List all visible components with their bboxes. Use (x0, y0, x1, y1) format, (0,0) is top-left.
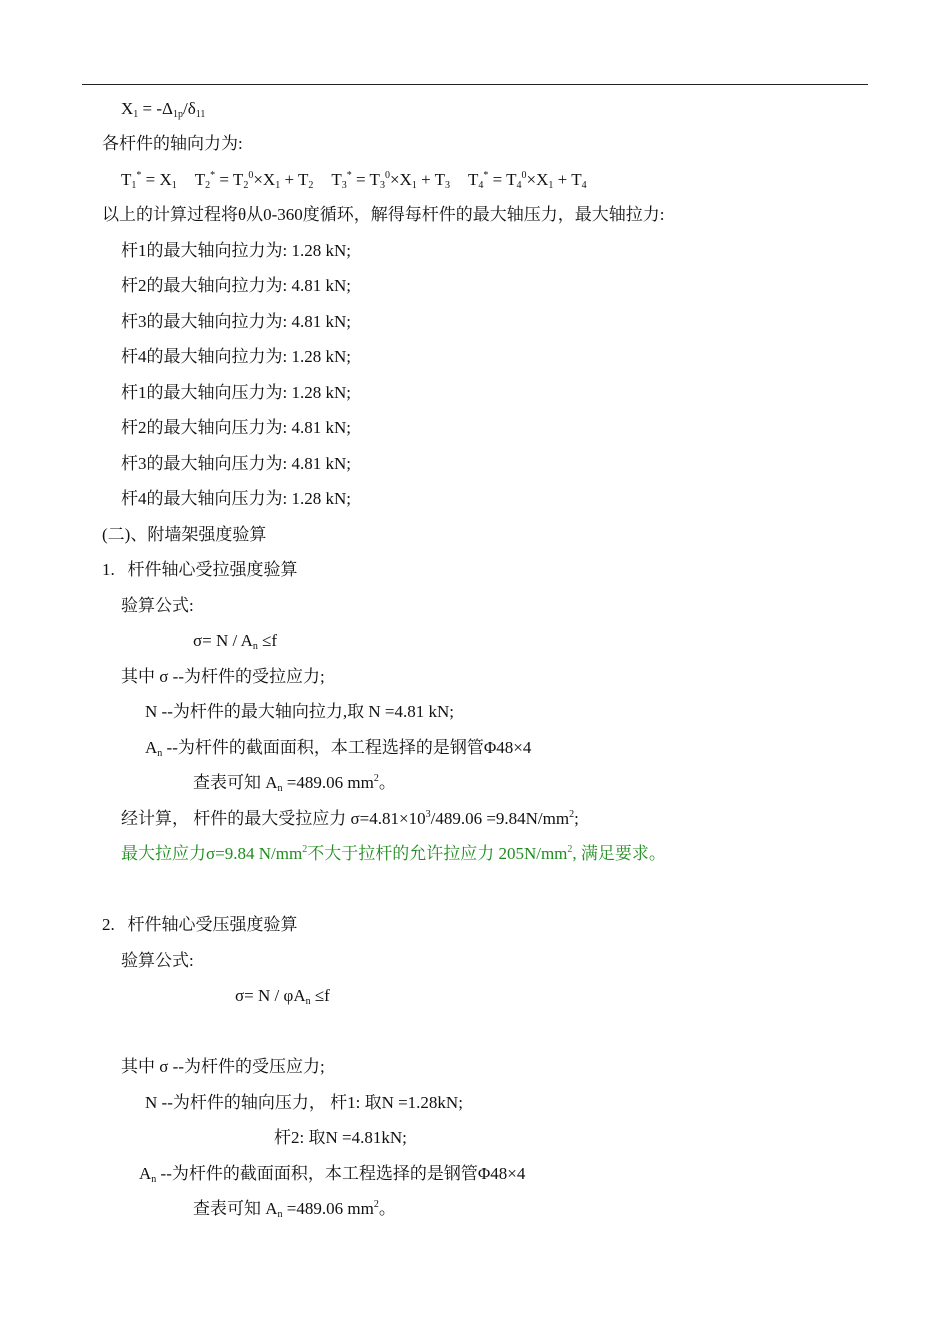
compression-n-desc: N --为杆件的轴向压力， 杆1: 取N =1.28kN; (145, 1093, 463, 1112)
tension-lookup: 查表可知 $A_n =489.06$ $mm^2$。 (193, 773, 396, 794)
x1-lhs: X (121, 99, 134, 118)
tension-where: 其中 σ --为杆件的受拉应力; (121, 667, 325, 686)
compression-where: 其中 σ --为杆件的受压应力; (121, 1057, 325, 1076)
t-formulas (121, 169, 587, 191)
compression-an-desc: $A_n$ --为杆件的截面面积，本工程选择的是钢管Φ48×4 (139, 1164, 526, 1185)
x1-slash: /δ (182, 99, 196, 118)
compression-lookup: 查表可知 $A_n =489.06$ $mm^2$。 (193, 1199, 396, 1220)
result-line: 杆2的最大轴向压力为: 4.81 kN; (121, 418, 351, 437)
compression-n-desc2: 杆2: 取N =4.81kN; (274, 1128, 407, 1147)
result-line: 杆3的最大轴向压力为: 4.81 kN; (121, 454, 351, 473)
header-rule (82, 84, 868, 85)
compression-formula-label: 验算公式: (121, 951, 194, 970)
result-line: 杆1的最大轴向压力为: 1.28 kN; (121, 383, 351, 402)
tension-n-desc: N --为杆件的最大轴向拉力,取 N =4.81 kN; (145, 702, 454, 721)
section2-heading: (二)、附墙架强度验算 (102, 525, 267, 544)
compression-heading: 2. 杆件轴心受压强度验算 (102, 915, 298, 934)
result-line: 杆3的最大轴向拉力为: 4.81 kN; (121, 312, 351, 331)
result-line: 杆1的最大轴向拉力为: 1.28 kN; (121, 241, 351, 260)
axial-intro: 各杆件的轴向力为: (102, 134, 243, 153)
compression-formula: $\sigma= N / \varphi A_n \le f$ (235, 986, 330, 1007)
t3-formula: $T_3^* = T_3^0\times X_1 + T_3$ (331, 170, 450, 191)
tension-conclusion: 最大拉应力σ=9.84 $N/mm^2$不大于拉杆的允许拉应力 $205N/mm^2$, 满足要求。 (121, 844, 666, 863)
tension-heading: 1. 杆件轴心受拉强度验算 (102, 560, 298, 579)
tension-formula: $\sigma= N / A_n \le f$ (193, 631, 278, 652)
t2-formula: $T_2^* = T_2^0\times X_1 + T_2$ (194, 170, 314, 191)
tension-an-desc: $A_n$ --为杆件的截面面积，本工程选择的是钢管Φ48×4 (145, 738, 532, 759)
t1-formula: $T_1^* = X_1$ (121, 170, 177, 191)
result-line: 杆4的最大轴向压力为: 1.28 kN; (121, 489, 351, 508)
result-line: 杆4的最大轴向拉力为: 1.28 kN; (121, 347, 351, 366)
tension-calc: 经计算， 杆件的最大受拉应力 $\sigma=4.81\times 10^3/489.06 =9.84N/mm^2$; (121, 809, 579, 828)
result-line: 杆2的最大轴向拉力为: 4.81 kN; (121, 276, 351, 295)
tension-formula-label: 验算公式: (121, 596, 194, 615)
t4-formula: $T_4^* = T_4^0\times X_1 + T_4$ (467, 170, 587, 191)
x1-den-sub: 11 (195, 109, 206, 120)
loop-text: 以上的计算过程将θ从0-360度循环，解得每杆件的最大轴压力，最大轴拉力: (102, 205, 665, 224)
x1-num-sub: 1p (172, 109, 183, 120)
x1-eq: = -Δ (138, 99, 173, 118)
x1-lhs-sub: 1 (133, 109, 139, 120)
x1-formula (121, 98, 205, 120)
